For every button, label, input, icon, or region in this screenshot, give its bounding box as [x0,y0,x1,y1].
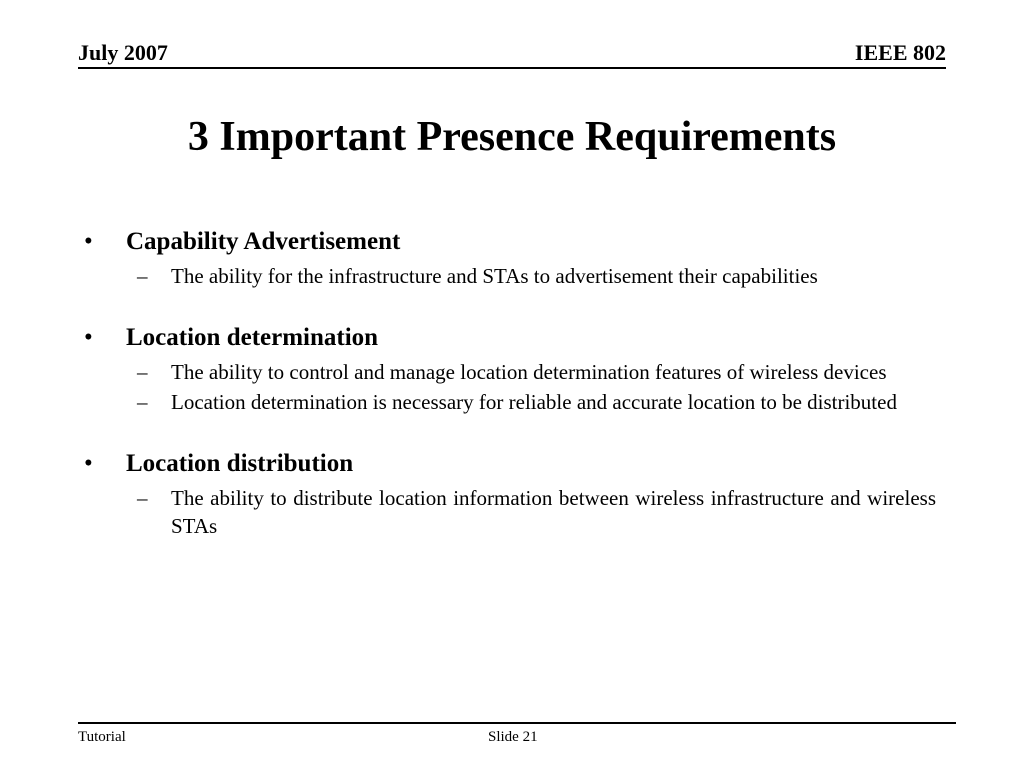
dash-icon: – [137,486,148,510]
bullet-dot-icon: • [84,228,93,255]
bullet-label: Location distribution [126,450,354,477]
header-date: July 2007 [78,40,168,65]
bullet-item [84,446,936,482]
sub-bullet-item [84,484,936,540]
dash-icon: – [137,264,148,288]
bullet-item [84,224,936,260]
slide-body [84,224,936,540]
sub-bullet-item [84,388,936,416]
bullet-group-capability [84,224,936,290]
header-organization: IEEE 802 [854,40,946,65]
dash-icon: – [137,390,148,414]
sub-bullet-item [84,358,936,386]
bullet-label: Capability Advertisement [126,228,401,255]
spacer [84,290,936,320]
bullet-group-location-distribution [84,446,936,540]
footer-divider [78,722,956,724]
dash-icon: – [137,360,148,384]
slide-title: 3 Important Presence Requirements [187,114,837,160]
sub-bullet-text: The ability to control and manage location determination features of wireless devices [171,360,887,384]
bullet-dot-icon: • [84,450,93,477]
header-divider [78,67,946,69]
sub-bullet-item [84,262,936,290]
sub-bullet-text: The ability to distribute location information between wireless infrastructure and wireless STAs [171,486,936,538]
bullet-group-location-determination [84,320,936,416]
spacer [84,416,936,446]
slide-number: Slide 21 [488,729,538,745]
sub-bullet-text: Location determination is necessary for reliable and accurate location to be distributed [171,390,897,414]
sub-bullet-text: The ability for the infrastructure and STAs to advertisement their capabilities [171,264,818,288]
footer-label: Tutorial [78,729,126,745]
bullet-dot-icon: • [84,324,93,351]
bullet-item [84,320,936,356]
bullet-label: Location determination [126,324,379,351]
